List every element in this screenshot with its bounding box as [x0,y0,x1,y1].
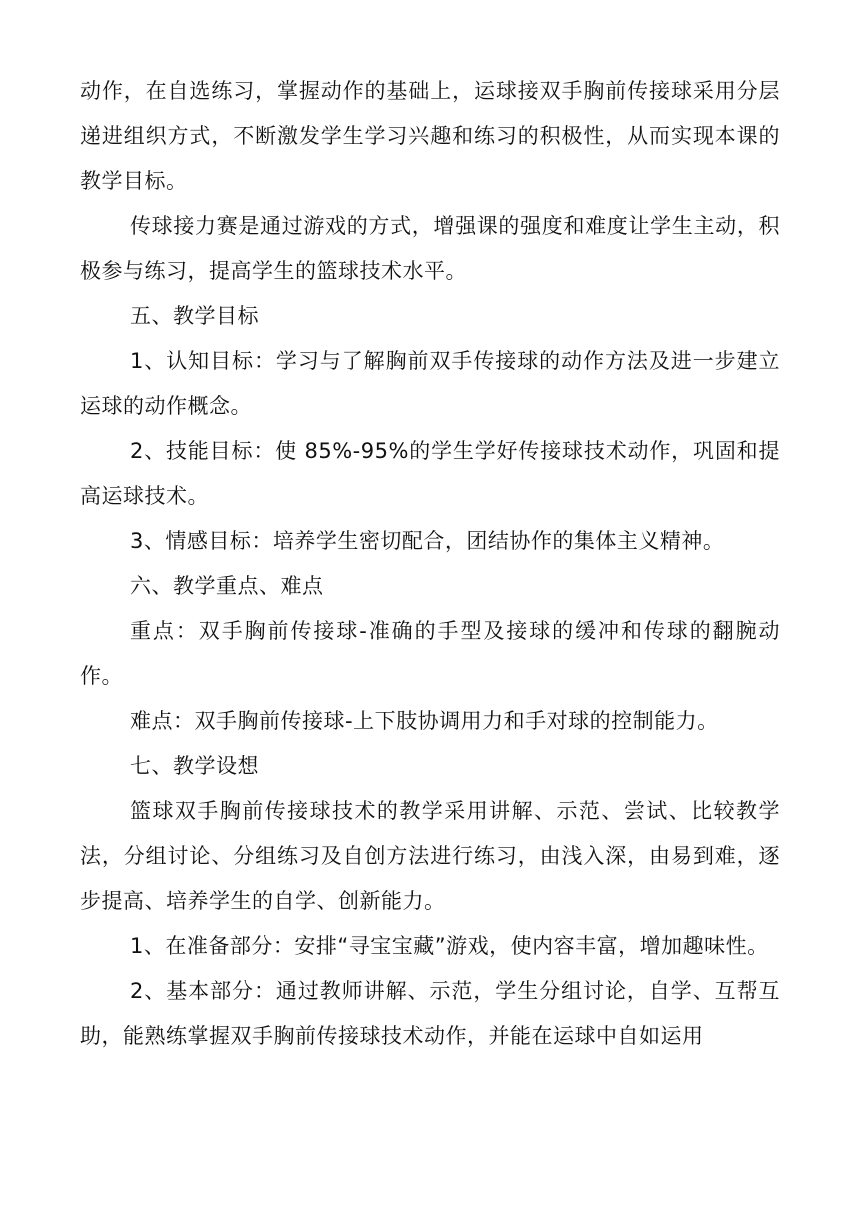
plan-preparation-part: 1、在准备部分：安排“寻宝宝藏”游戏，使内容丰富，增加趣味性。 [130,934,769,958]
plan-basic-part: 2、基本部分：通过教师讲解、示范，学生分组讨论，自学、互帮互助，能熟练掌握双手胸前传接球技术动作，并能在运球中自如运用 [80,979,780,1048]
goal-cognitive: 1、认知目标：学习与了解胸前双手传接球的动作方法及进一步建立运球的动作概念。 [80,349,780,418]
teaching-plan-overview: 篮球双手胸前传接球技术的教学采用讲解、示范、尝试、比较教学法，分组讨论、分组练习及自创方法进行练习，由浅入深，由易到难，逐步提高、培养学生的自学、创新能力。 [80,799,780,913]
goal-emotional: 3、情感目标：培养学生密切配合，团结协作的集体主义精神。 [130,529,725,553]
section-heading-teaching-plan: 七、教学设想 [130,754,259,778]
paragraph-continuation: 动作，在自选练习，掌握动作的基础上，运球接双手胸前传接球采用分层递进组织方式，不断激发学生学习兴趣和练习的积极性，从而实现本课的教学目标。 [80,79,780,193]
section-heading-teaching-goals: 五、教学目标 [130,304,259,328]
section-heading-key-points: 六、教学重点、难点 [130,574,324,598]
document-body [80,69,780,1059]
goal-skill: 2、技能目标：使 85%-95%的学生学好传接球技术动作，巩固和提高运球技术。 [80,439,780,508]
difficult-point: 难点：双手胸前传接球-上下肢协调用力和手对球的控制能力。 [130,709,719,733]
key-point: 重点：双手胸前传接球-准确的手型及接球的缓冲和传球的翻腕动作。 [80,619,780,688]
paragraph-relay-game: 传球接力赛是通过游戏的方式，增强课的强度和难度让学生主动，积极参与练习，提高学生的篮球技术水平。 [80,214,780,283]
